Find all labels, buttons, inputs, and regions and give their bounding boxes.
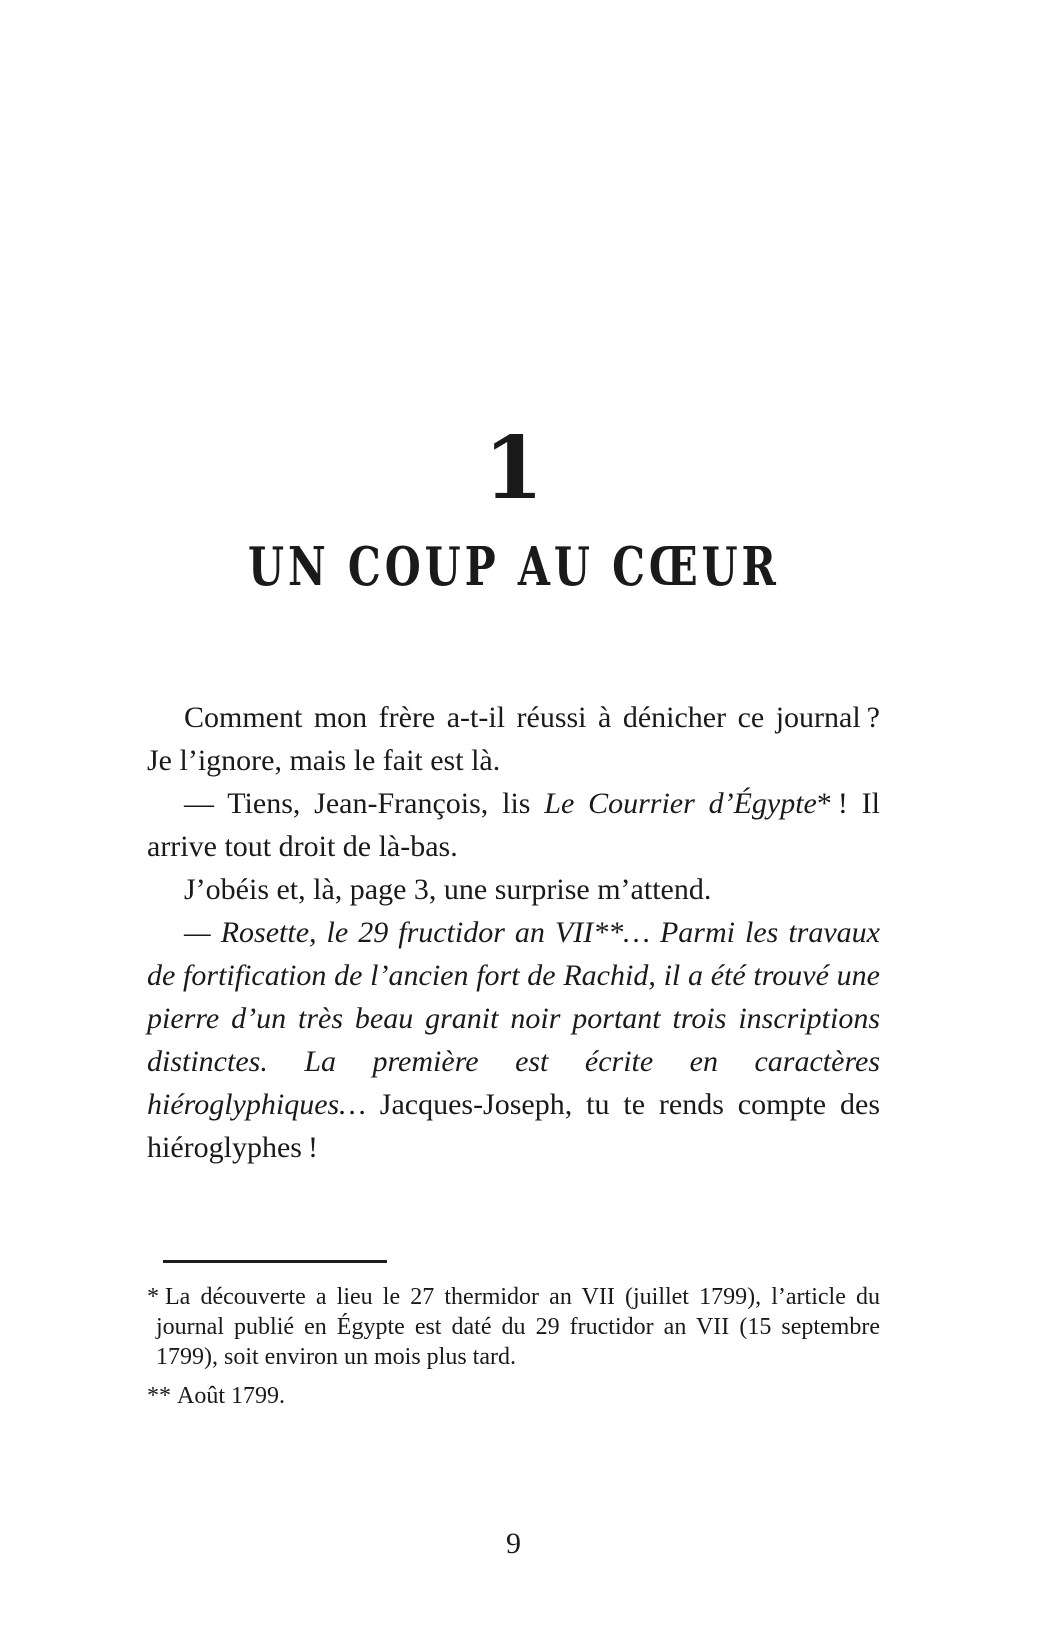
footnote-marker: ** [147,1383,171,1409]
footnotes [147,1282,880,1411]
page-number: 9 [506,1527,521,1560]
chapter-title [147,536,880,598]
paragraph [147,696,880,782]
chapter-number: 1 [483,418,544,519]
footnote-marker: * [147,1284,159,1310]
footnote [147,1282,880,1372]
footnote [147,1381,880,1411]
footnote-separator-rule [163,1260,387,1263]
text-run: * ! Il arrive tout droit de là-bas. [147,787,880,863]
paragraph [147,911,880,1169]
text-run-italic: Le Courrier d’Égypte [544,787,817,820]
paragraph [147,782,880,868]
paragraph [147,868,880,911]
chapter-title-text: UN COUP AU CŒUR [247,536,780,598]
text-run: Comment mon frère a-t-il réussi à dénicher ce journal ? Je l’ignore, mais le fait est là. [147,701,880,777]
body-text [147,696,880,1169]
text-run: — Tiens, Jean-François, lis [184,787,545,820]
text-run: J’obéis et, là, page 3, une surprise m’attend. [184,873,712,906]
footnote-text: Août 1799. [177,1383,285,1409]
footnote-text: La découverte a lieu le 27 thermidor an VII (juillet 1799), l’article du journal publié en Égypte est daté du 29 fructidor an VII (15 septembre 1799), soit environ un mois plus tard. [156,1284,880,1370]
text-run-italic: — Rosette, le 29 fructidor an VII**… Parmi les travaux de fortification de l’ancien fort de Rachid, il a été trouvé une pierre d’un très beau granit noir portant trois inscriptions distinctes. La première est écrite en caractères hiéroglyphiques… [147,916,880,1121]
text-run: Jacques-Joseph, tu te rends compte des hiéroglyphes ! [147,1088,880,1164]
